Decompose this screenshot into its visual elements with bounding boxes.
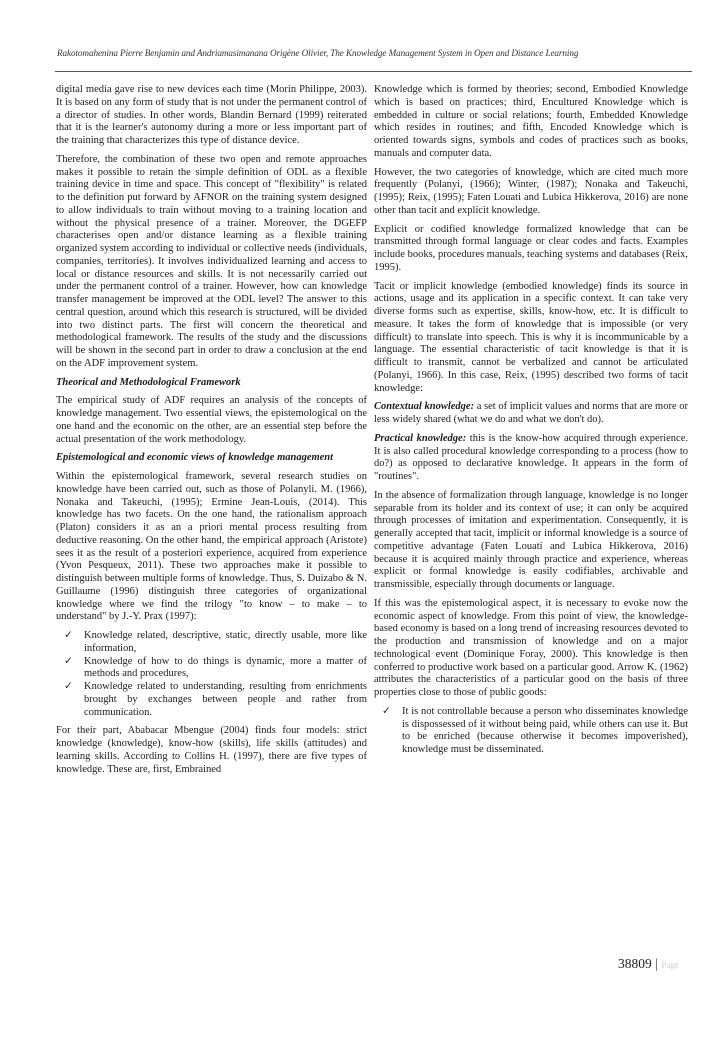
term-definition: a set of implicit values and norms that are more or less widely shared (what we do and what we don't do). xyxy=(374,401,688,425)
practical-knowledge-paragraph xyxy=(374,433,688,484)
paragraph: If this was the epistemological aspect, it is necessary to evoke now the economic aspect of knowledge. From this point of view, the knowledge-based economy is based on a long trend of increasing resources devoted to the production and transmission of knowledge and on a major technological event (Dominique Foray, 2000). This knowledge is then conferred to productive work based on a particular good. Arrow K. (1962) attributes the characteristics of a particular good on the basis of three properties close to those of public goods: xyxy=(374,597,688,698)
list-item-text: Knowledge related to understanding, resulting from enrichments brought by exchanges between people and rather from communication. xyxy=(84,681,367,718)
paragraph: However, the two categories of knowledge, which are cited much more frequently (Polanyi, (1966); Winter, (1987); Nonaka and Takeuchi, (1995); Reix, (1995); Faten Louati and Lubica Hikkerova, 2016) are none other than tacit and explicit knowledge. xyxy=(374,166,688,216)
running-header: Rakotomahenina Pierre Benjamin and Andriamasimanana Origène Olivier, The Knowledge Management System in Open and Distance Learning xyxy=(57,48,579,58)
paragraph: digital media gave rise to new devices each time (Morin Philippe, 2003). It is based on any form of study that is not under the permanent control of a director of studies. In other words, Blandin Bernard (1999) reiterated that it is the learner's autonomy during a more or less important part of the training that characterizes this type of distance device. xyxy=(56,84,367,146)
public-goods-properties-list xyxy=(374,706,688,757)
right-column xyxy=(374,84,688,763)
paragraph: Tacit or implicit knowledge (embodied knowledge) finds its source in actions, usage and its application in a specific context. It can take very diverse forms such as expertise, skills, know-how, etc. It is difficult to measure. It takes the form of knowledge that is impossible (or very difficult) to translate into speech. This is why it is incommunicable by a language. The essential characteristic of tacit knowledge is that it is difficult to transmit, cannot be verbalized and cannot be articulated (Polanyi, 1966). In this case, Reix, (1995) described two forms of tacit knowledge: xyxy=(374,280,688,394)
subsection-heading: Epistemological and economic views of knowledge management xyxy=(56,452,334,464)
header-rule xyxy=(55,71,692,72)
left-column xyxy=(56,84,367,782)
faded-page-label: Page xyxy=(661,960,679,970)
paragraph: Therefore, the combination of these two open and remote approaches makes it possible to retain the simple definition of ODL as a flexible training device in time and space. This concept of "flexibility" is related to the definition put forward by AFNOR on the training system designed to allow individuals to train without moving to a training location and without the physical presence of a trainer. Moreover, the DGEFP characterises open and/or distance learning as a flexible training organized system according to individual or collective needs (individuals, companies, territories). It involves individualized learning and access to local or distance resources and skills. It is not necessarily carried out under the permanent control of a trainer. However, how can knowledge transfer management be improved at the ODL level? The answer to this central question, around which this research is structured, will be divided into two distinct parts. The first will concern the theoretical and methodological framework. The results of the study and the discussions will be shown in the second part in order to draw a conclusion at the end on the ADF improvement system. xyxy=(56,153,367,369)
term-label: Practical knowledge: xyxy=(374,432,467,444)
checkmark-icon: ✓ xyxy=(382,705,391,717)
contextual-knowledge-paragraph xyxy=(374,401,688,427)
paragraph: The empirical study of ADF requires an analysis of the concepts of knowledge management. Two essential views, the epistemological on the one hand and the economic on the other, are an essential step before the actual presentation of the work methodology. xyxy=(56,395,367,445)
separator: | xyxy=(655,956,658,971)
checkmark-icon: ✓ xyxy=(64,630,73,641)
knowledge-categories-list xyxy=(56,630,367,719)
page-number: 38809 xyxy=(618,956,652,971)
list-item xyxy=(56,656,367,682)
section-heading: Theorical and Methodological Framework xyxy=(56,376,241,388)
term-definition: this is the know-how acquired through experience. It is also called procedural knowledge corresponding to a process (how to do?) as opposed to declarative knowledge. It appears in the form of "routines". xyxy=(374,432,688,482)
page-number-footer xyxy=(618,956,679,972)
list-item-text: Knowledge related, descriptive, static, directly usable, more like information, xyxy=(84,630,367,654)
list-item xyxy=(56,630,367,656)
list-item xyxy=(374,706,688,757)
list-item-text: It is not controllable because a person who disseminates knowledge is dispossessed of it without being paid, while others can use it. But to be enriched (because otherwise it becomes impoverished), knowledge must be disseminated. xyxy=(402,705,688,755)
paragraph: Explicit or codified knowledge formalized knowledge that can be transmitted through formal language or clear codes and facts. Examples include books, procedures manuals, teaching systems and databases (Reix, 1995). xyxy=(374,223,688,273)
paragraph: For their part, Ababacar Mbengue (2004) finds four models: strict knowledge (knowledge), know-how (skills), life skills (attitudes) and learning skills. According to Collins H. (1997), there are five types of knowledge. These are, first, Embrained xyxy=(56,725,367,775)
list-item xyxy=(56,681,367,719)
checkmark-icon: ✓ xyxy=(64,655,73,667)
paragraph: Knowledge which is formed by theories; second, Embodied Knowledge which is based on practices; third, Encultured Knowledge which is embedded in culture or social relations; fourth, Embedded Knowledge which resides in routines; and fifth, Encoded Knowledge which is oriented towards signs, symbols and codes of practices such as books, manuals and computer data. xyxy=(374,84,688,159)
term-label: Contextual knowledge: xyxy=(374,401,475,413)
paragraph: Within the epistemological framework, several research studies on knowledge have been carried out, such as those of Polanyli. M. (1966), Nonaka and Takeuchi, (1995); Ermine Jean-Louis, (2014). This knowledge has two facets. On the one hand, the rationalism approach (Platon) considers it as an a priori mental process resulting from deductive reasoning. On the other hand, the empirical approach (Aristote) sees it as the result of a posteriori experience, acquired from experience (Yvon Pesqueux, 2011). These two approaches make it possible to distinguish between multiple forms of knowledge. Thus, S. Duizabo & N. Guillaume (1996) distinguish three categories of organizational knowledge where we find the trilogy "to know – to make – to understand" by J.-Y. Prax (1997): xyxy=(56,471,367,623)
paragraph: In the absence of formalization through language, knowledge is no longer separable from its holder and its context of use; it can only be acquired through processes of imitation and experimentation. Consequently, it is generally accepted that tacit, implicit or informal knowledge is a source of competitive advantage (Faten Louati and Lubica Hikkerova, 2016) because it is acquired mainly through practice and experience, whereas explicit or formal knowledge is easily codifiables, archivable and transmissible, especially through documents or language. xyxy=(374,489,688,590)
checkmark-icon: ✓ xyxy=(64,681,73,692)
list-item-text: Knowledge of how to do things is dynamic, more a matter of methods and procedures, xyxy=(84,655,367,680)
